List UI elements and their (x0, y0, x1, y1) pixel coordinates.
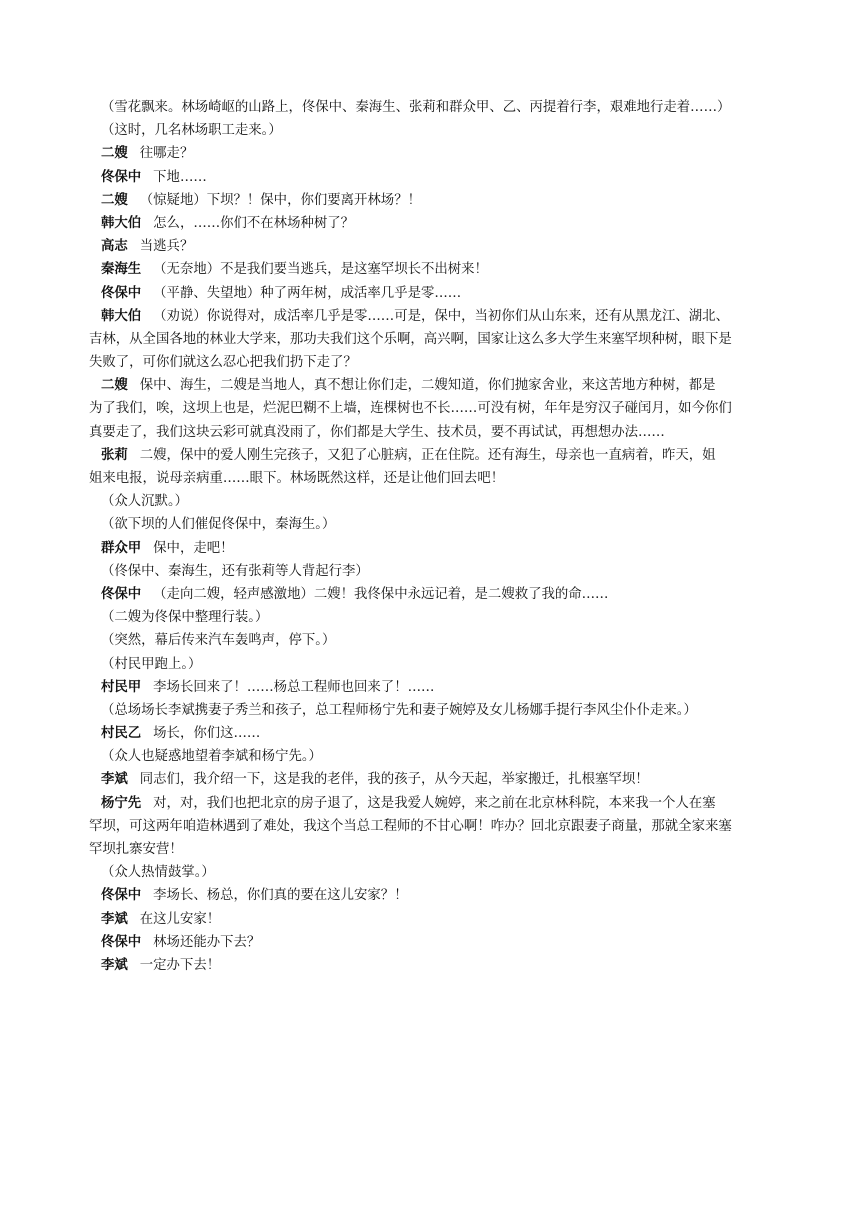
speaker-name: 李斌 (101, 910, 128, 927)
line-text: 林场还能办下去？ (153, 934, 261, 950)
stage-direction (101, 560, 791, 583)
continued-line (89, 815, 791, 838)
stage-direction (101, 606, 791, 629)
dialogue-line (101, 444, 791, 467)
speaker-name: 佟保中 (101, 284, 142, 301)
speaker-name: 群众甲 (101, 539, 142, 556)
line-text: （总场场长李斌携妻子秀兰和孩子，总工程师杨宁先和妻子婉婷及女儿杨娜手提行李风尘仆仆走来。） (101, 702, 697, 718)
dialogue-line (101, 583, 791, 606)
dialogue-line (101, 142, 791, 165)
line-text: 对，对，我们也把北京的房子退了，这是我爱人婉婷，来之前在北京林科院，本来我一个人在塞 (153, 795, 716, 811)
speaker-name: 二嫂 (101, 377, 128, 394)
dialogue-line (101, 305, 791, 328)
line-text: （欲下坝的人们催促佟保中，秦海生。） (101, 517, 336, 533)
line-text: （众人热情鼓掌。） (101, 865, 215, 881)
dialogue-line (101, 282, 791, 305)
line-text: 下地…… (153, 169, 207, 185)
speaker-name: 村民乙 (101, 725, 142, 742)
dialogue-line (101, 792, 791, 815)
dialogue-line (101, 212, 791, 235)
line-text: 当逃兵？ (139, 239, 194, 255)
line-text: 一定办下去！ (139, 957, 221, 973)
line-text: 在这儿安家！ (139, 911, 221, 927)
dialogue-line (101, 537, 791, 560)
continued-line (89, 328, 791, 351)
line-text: 姐来电报，说母亲病重……眼下。林场既然这样，还是让他们回去吧！ (89, 471, 505, 486)
speaker-name: 韩大伯 (101, 307, 142, 324)
line-text: （走向二嫂，轻声感激地）二嫂！我佟保中永远记着，是二嫂救了我的命…… (153, 586, 609, 602)
line-text: （村民甲跑上。） (101, 656, 202, 672)
dialogue-line (101, 884, 791, 907)
line-text: 场长，你们这…… (153, 726, 261, 742)
speaker-name: 李斌 (101, 771, 128, 788)
dialogue-line (101, 676, 791, 699)
line-text: （无奈地）不是我们要当逃兵，是这塞罕坝长不出树来！ (153, 262, 488, 278)
line-text: （二嫂为佟保中整理行装。） (101, 610, 269, 626)
line-text: 李场长、杨总，你们真的要在这儿安家？！ (153, 888, 408, 904)
dialogue-line (101, 931, 791, 954)
continued-line (89, 351, 791, 374)
speaker-name: 韩大伯 (101, 214, 142, 231)
line-text: （众人也疑惑地望着李斌和杨宁先。） (101, 749, 322, 765)
dialogue-line (101, 235, 791, 258)
dialogue-line (101, 768, 791, 791)
line-text: 怎么，……你们不在林场种树了？ (153, 215, 355, 231)
continued-line (89, 838, 791, 861)
line-text: 罕坝扎寨安营！ (89, 842, 183, 857)
stage-direction (101, 653, 791, 676)
speaker-name: 二嫂 (101, 191, 128, 208)
speaker-name: 张莉 (101, 446, 128, 463)
line-text: 同志们，我介绍一下，这是我的老伴，我的孩子，从今天起，举家搬迁，扎根塞罕坝！ (139, 772, 649, 788)
line-text: 李场长回来了！……杨总工程师也回来了！…… (153, 679, 435, 695)
stage-direction (101, 745, 791, 768)
line-text: （突然，幕后传来汽车轰鸣声，停下。） (101, 633, 336, 649)
line-text: （平静、失望地）种了两年树，成活率几乎是零…… (153, 285, 462, 301)
dialogue-line (101, 166, 791, 189)
dialogue-line (101, 258, 791, 281)
speaker-name: 村民甲 (101, 678, 142, 695)
speaker-name: 二嫂 (101, 145, 128, 162)
continued-line (89, 467, 791, 490)
speaker-name: 李斌 (101, 956, 128, 973)
dialogue-line (101, 189, 791, 212)
line-text: 保中，走吧！ (153, 540, 234, 556)
dialogue-line (101, 374, 791, 397)
line-text: （众人沉默。） (101, 494, 189, 510)
line-text: 真要走了，我们这块云彩可就真没雨了，你们都是大学生、技术员，要不再试试，再想想办法…… (89, 424, 665, 440)
line-text: （雪花飘来。林场崎岖的山路上，佟保中、秦海生、张莉和群众甲、乙、丙提着行李，艰难地行走着……） (101, 100, 731, 115)
line-text: 失败了，可你们就这么忍心把我们扔下走了？ (89, 355, 357, 371)
line-text: （劝说）你说得对，成活率几乎是零……可是，保中，当初你们从山东来，还有从黑龙江、湖北、 (153, 308, 729, 324)
stage-direction (101, 513, 791, 536)
line-text: 吉林，从全国各地的林业大学来，那功夫我们这个乐啊，高兴啊，国家让这么多大学生来塞罕坝种树，眼下是 (89, 331, 732, 347)
line-text: 罕坝，可这两年咱造林遇到了难处，我这个当总工程师的不甘心啊！咋办？回北京跟妻子商量，那就全家来塞 (89, 818, 732, 834)
speaker-name: 佟保中 (101, 168, 142, 185)
line-text: （这时，几名林场职工走来。） (101, 123, 282, 139)
stage-direction (101, 861, 791, 884)
line-text: 保中、海生，二嫂是当地人，真不想让你们走，二嫂知道，你们抛家舍业，来这苦地方种树，都是 (139, 378, 716, 394)
stage-direction (101, 490, 791, 513)
script-text (89, 96, 791, 977)
stage-direction (101, 699, 791, 722)
speaker-name: 秦海生 (101, 261, 142, 278)
dialogue-line (101, 908, 791, 931)
continued-line (89, 421, 791, 444)
stage-direction (101, 119, 791, 142)
continued-line (89, 397, 791, 420)
speaker-name: 佟保中 (101, 585, 142, 602)
speaker-name: 佟保中 (101, 887, 142, 904)
line-text: 往哪走？ (139, 146, 194, 162)
speaker-name: 高志 (101, 238, 128, 255)
speaker-name: 杨宁先 (101, 794, 142, 811)
line-text: 为了我们，唉，这坝上也是，烂泥巴糊不上墙，连棵树也不长……可没有树，年年是穷汉子碰闰月，如今你们 (89, 401, 732, 417)
speaker-name: 佟保中 (101, 933, 142, 950)
stage-direction (101, 629, 791, 652)
dialogue-line (101, 954, 791, 977)
line-text: （惊疑地）下坝？！保中，你们要离开林场？！ (139, 192, 421, 208)
stage-direction (101, 96, 791, 119)
dialogue-line (101, 722, 791, 745)
line-text: 二嫂，保中的爱人刚生完孩子，又犯了心脏病，正在住院。还有海生，母亲也一直病着，昨天，姐 (139, 447, 716, 463)
line-text: （佟保中、秦海生，还有张莉等人背起行李） (101, 563, 369, 579)
